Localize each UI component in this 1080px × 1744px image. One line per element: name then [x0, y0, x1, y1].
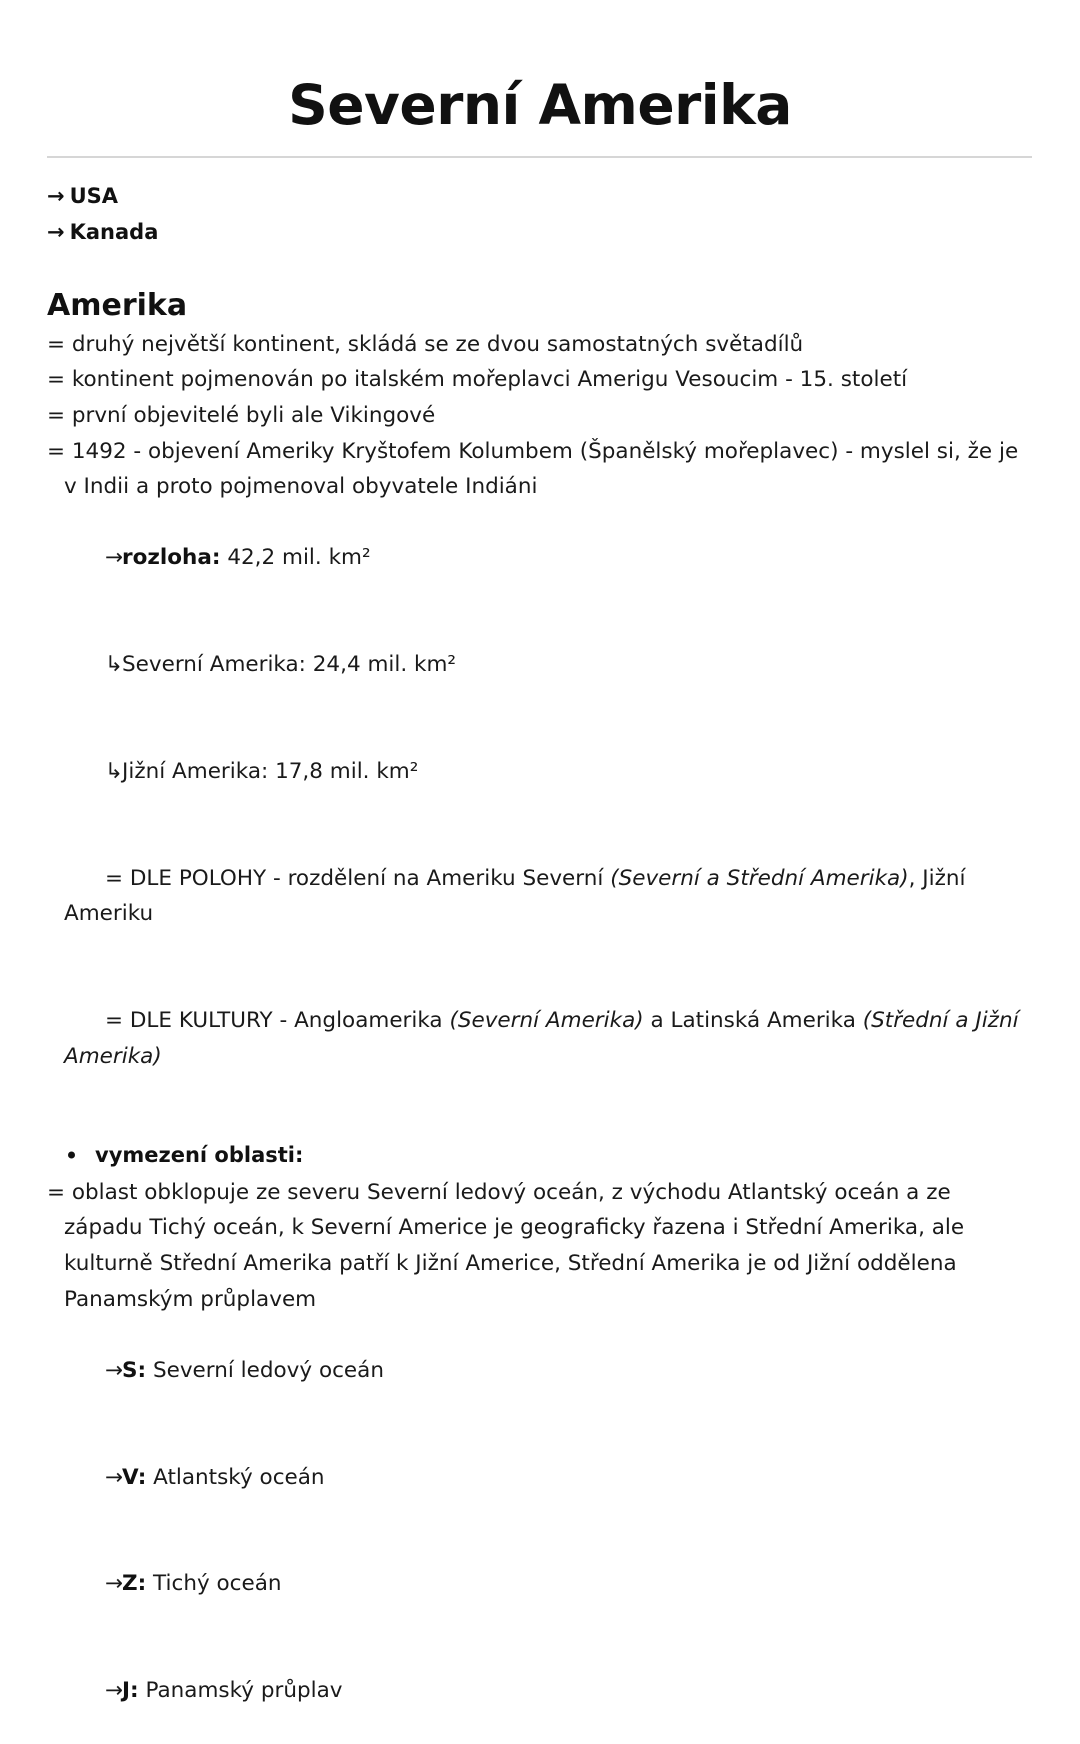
direction-value: Tichý oceán	[153, 1571, 282, 1597]
dle-polohy-after: , Jižní Ameriku	[64, 865, 973, 927]
vymezeni-description: = oblast obklopuje ze severu Severní ledový oceán, z východu Atlantský oceán a ze západu Tichý oceán, k Severní Americe je geograficky řazena i Střední Amerika, ale kulturně Střední Amerika patří k Jižní Americe, Střední Amerika je od Jižní oddělena Panamským průplavem	[47, 1179, 971, 1312]
sub-item-label: Severní Amerika: 24,4 mil. km²	[122, 652, 457, 678]
fact-line-rozloha-jizni	[47, 718, 1032, 825]
dle-kultury-before: = DLE KULTURY - Angloamerika	[105, 1008, 450, 1034]
dle-polohy-before: = DLE POLOHY - rozdělení na Ameriku Severní	[105, 865, 611, 891]
arrow-right-icon: →	[105, 1678, 124, 1704]
direction-key: V:	[122, 1464, 147, 1490]
sub-item-label: Jižní Amerika: 17,8 mil. km²	[122, 758, 419, 784]
arrow-right-icon: →	[47, 220, 65, 245]
direction-key: Z:	[122, 1571, 147, 1597]
arrow-right-icon: →	[105, 1464, 124, 1490]
direction-line-sever	[47, 1317, 1032, 1424]
direction-key: J:	[122, 1678, 139, 1704]
vymezeni-block	[47, 1137, 1032, 1173]
fact-line-rozloha-severni	[47, 612, 1032, 719]
page-title: Severní Amerika	[288, 73, 792, 137]
bullet-dot-icon	[68, 1151, 75, 1158]
bullet-item-label: vymezení oblasti:	[95, 1142, 304, 1167]
bullet-item-vymezeni	[47, 1137, 1032, 1173]
arrow-right-icon: →	[105, 545, 124, 571]
arrow-down-right-icon: ↳	[105, 652, 124, 678]
country-list	[47, 178, 1032, 250]
arrow-right-icon: →	[105, 1571, 124, 1597]
fact-line-vikingove: = první objevitelé byli ale Vikingové	[47, 402, 436, 428]
direction-value: Severní ledový oceán	[152, 1357, 384, 1383]
direction-line-jih	[47, 1638, 1032, 1744]
list-item-kanada	[47, 214, 1032, 250]
dle-kultury-middle: a Latinská Amerika	[643, 1008, 863, 1034]
dle-kultury-italic-1: (Severní Amerika)	[449, 1008, 644, 1034]
fact-line-dle-kultury	[47, 967, 1032, 1109]
document-body	[0, 178, 1080, 1744]
arrow-right-icon: →	[105, 1357, 124, 1383]
fact-line-kontinent: = druhý největší kontinent, skládá se ze dvou samostatných světadílů	[47, 331, 804, 357]
fact-line-1492: = 1492 - objevení Ameriky Kryštofem Kolumbem (Španělský mořeplavec) - myslel si, že je v Indii a proto pojmenoval obyvatele Indiáni	[47, 438, 1026, 500]
arrow-down-right-icon: ↳	[105, 758, 124, 784]
fact-line-pojmenovan: = kontinent pojmenován po italském mořeplavci Amerigu Vesoucim - 15. století	[47, 367, 908, 393]
list-item-label: Kanada	[69, 220, 159, 245]
dle-polohy-italic: (Severní a Střední Amerika)	[610, 865, 909, 891]
section-heading-amerika: Amerika	[47, 288, 188, 324]
list-item-usa	[47, 178, 1032, 214]
rozloha-value: 42,2 mil. km²	[227, 545, 371, 571]
direction-value: Panamský průplav	[145, 1678, 343, 1704]
arrow-right-icon: →	[47, 184, 65, 209]
dle-kultury-italic-2: (Střední a Jižní Amerika)	[64, 1008, 1026, 1069]
direction-value: Atlantský oceán	[153, 1464, 325, 1490]
direction-key: S:	[122, 1357, 147, 1383]
title-divider	[47, 156, 1032, 158]
direction-line-vychod	[47, 1424, 1032, 1531]
fact-line-dle-polohy	[47, 825, 1032, 967]
rozloha-label: rozloha:	[122, 545, 221, 571]
fact-line-rozloha	[47, 505, 1032, 612]
direction-line-zapad	[47, 1531, 1032, 1638]
list-item-label: USA	[69, 184, 119, 209]
